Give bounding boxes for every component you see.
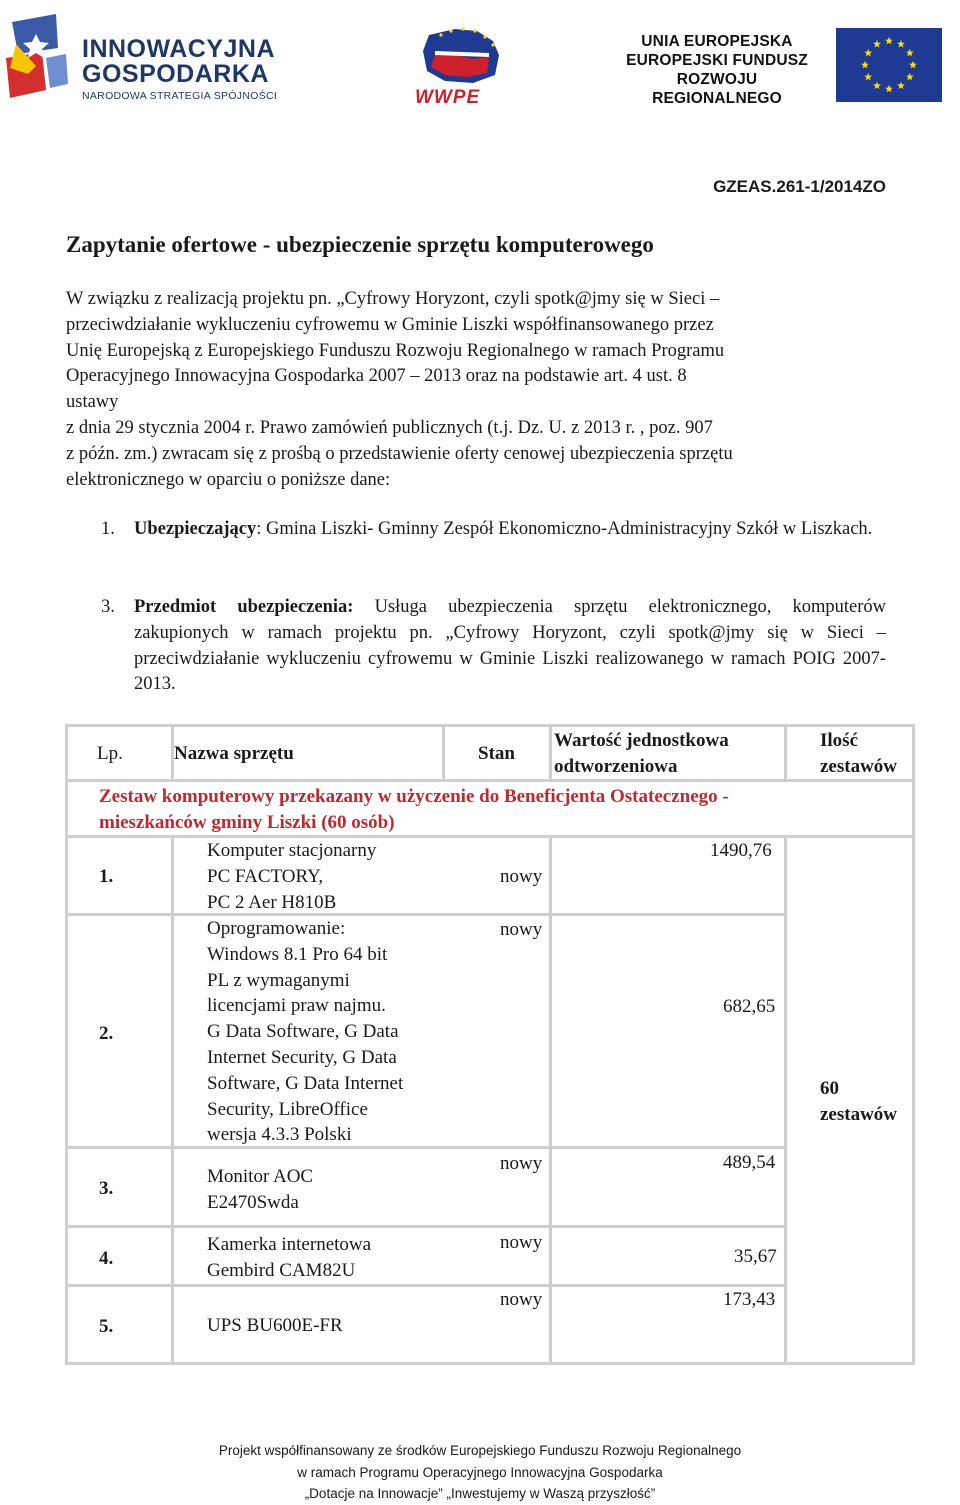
intro-line: Unię Europejską z Europejskiego Funduszu Rozwoju Regionalnego w ramach Programu [66,340,725,361]
ig-title-line2: GOSPODARKA [82,60,269,88]
eu-fund-logo [612,28,942,107]
qty-unit: zestawów [820,1104,898,1125]
footer-line: w ramach Programu Operacyjnego Innowacyjna Gospodarka [297,1464,663,1480]
row-stan: nowy [500,1289,543,1310]
eu-line1: UNIA EUROPEJSKA [641,33,793,50]
header-value-line1: Wartość jednostkowa [554,730,729,751]
intro-line: z dnia 29 stycznia 2004 r. Prawo zamówień publicznych (t.j. Dz. U. z 2013 r. , poz. 907 [66,417,713,438]
row-value: 682,65 [723,996,776,1017]
row-lp: 3. [99,1178,114,1199]
eu-flag-icon [836,28,942,102]
header-name: Nazwa sprzętu [174,743,294,764]
row-stan: nowy [500,1153,543,1174]
poland-map-icon [415,25,511,87]
row-name: Kamerka internetowa Gembird CAM82U [207,1234,372,1281]
header-stan: Stan [478,743,515,764]
row-value: 489,54 [723,1152,776,1173]
eu-line2: EUROPEJSKI FUNDUSZ [626,52,808,69]
header-qty-line1: Ilość [820,730,858,751]
item-insured [101,517,886,543]
header-value-line2: odtworzeniowa [554,756,678,777]
row-name: Komputer stacjonarny PC FACTORY, PC 2 Aer H810B [207,840,377,913]
item-number: 1. [101,519,115,539]
item-number: 3. [101,597,115,617]
ig-title-line1: INNOWACYJNA [82,35,276,63]
ig-emblem-icon [6,14,70,104]
intro-line: ustawy [66,392,119,413]
item-label: Przedmiot ubezpieczenia: [134,597,354,617]
row-stan: nowy [500,919,543,940]
ig-subtitle: NARODOWA STRATEGIA SPÓJNOŚCI [82,90,278,102]
intro-paragraph [66,287,886,493]
row-name: Monitor AOC E2470Swda [207,1166,314,1213]
wwpe-logo [415,25,511,109]
group-heading-line2: mieszkańców gminy Liszki (60 osób) [99,812,395,833]
equipment-table [65,724,915,1364]
group-heading-line1: Zestaw komputerowy przekazany w użyczenie do Beneficjenta Ostatecznego - [99,786,729,807]
page-footer [0,1440,960,1505]
intro-line: Operacyjnego Innowacyjna Gospodarka 2007 – 2013 oraz na podstawie art. 4 ust. 8 [66,366,687,387]
reference-number: GZEAS.261-1/2014ZO [713,177,886,196]
item-text: : Gmina Liszki- Gminny Zespół Ekonomiczno-Administracyjny Szkół w Liszkach. [256,519,873,539]
intro-line: przeciwdziałanie wykluczeniu cyfrowemu w Gminie Liszki współfinansowanego przez [66,314,714,335]
row-value: 1490,76 [710,840,772,861]
header-lp: Lp. [97,743,123,764]
intro-line: z późn. zm.) zwracam się z prośbą o przedstawienie oferty cenowej ubezpieczenia sprzętu [66,443,733,464]
row-value: 173,43 [723,1289,776,1310]
item-subject [101,595,886,698]
header-qty-line2: zestawów [820,756,898,777]
item-text: Usługa ubezpieczenia sprzętu elektronicznego, komputerów zakupionych w ramach projektu pn. „Cyfrowy Horyzont, czyli spotk@jmy się w Sieci – przeciwdziałanie wykluczeniu cyfrowemu w Gminie Liszki realizowanego w ramach POIG 2007-2013. [134,597,886,695]
row-stan: nowy [500,1232,543,1253]
wwpe-label: WWPE [415,87,481,108]
intro-line: W związku z realizacją projektu pn. „Cyfrowy Horyzont, czyli spotk@jmy się w Sieci – [66,289,720,309]
row-lp: 5. [99,1316,114,1337]
row-lp: 4. [99,1248,114,1269]
footer-line: „Dotacje na Innowacje” „Inwestujemy w Waszą przyszłość” [304,1486,656,1501]
row-name: UPS BU600E-FR [207,1315,343,1336]
intro-line: elektronicznego w oparciu o poniższe dane: [66,469,391,490]
row-lp: 1. [99,866,114,887]
row-stan: nowy [500,866,543,887]
innowacyjna-gospodarka-logo [6,14,296,104]
footer-line: Projekt współfinansowany ze środków Europejskiego Funduszu Rozwoju Regionalnego [218,1443,742,1458]
page-title: Zapytanie ofertowe - ubezpieczenie sprzętu komputerowego [66,232,654,257]
row-value: 35,67 [734,1246,777,1267]
row-lp: 2. [99,1023,114,1044]
row-name: Oprogramowanie: Windows 8.1 Pro 64 bit PL z wymaganymi licencjami praw najmu. G Data Software, G Data Internet Security, G Data Software, G Data Internet Security, LibreOffice wersja 4.3.3 Polski [207,918,404,1146]
eu-line3: ROZWOJU REGIONALNEGO [652,71,782,107]
item-label: Ubezpieczający [134,519,257,539]
qty-value: 60 [820,1078,839,1099]
